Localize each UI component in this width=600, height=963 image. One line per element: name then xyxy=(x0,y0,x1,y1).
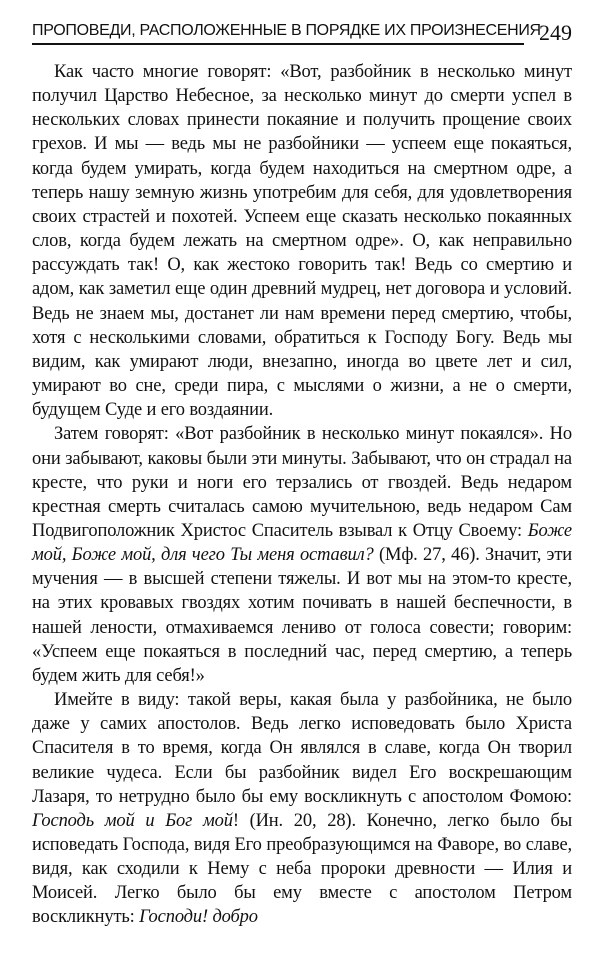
scripture-quote: Господи! добро xyxy=(139,907,258,928)
paragraph xyxy=(32,60,572,422)
running-header xyxy=(32,18,572,48)
paragraph xyxy=(32,688,572,930)
header-rule xyxy=(32,43,524,45)
text-run: ! (Ин. 20, 28). Конечно, легко было бы исповедать Господа, видя Его преобразующимся на Фаворе, во славе, видя, как сходили к Нему с неба пророки древности — Илия и Моисей. Легко было бы ему вместе с апостолом Петром воскликнуть: xyxy=(32,810,573,928)
body-text xyxy=(32,60,572,930)
text-run: (Мф. 27, 46). Значит, эти мучения — в высшей степени тяжелы. И вот мы на этом-то кресте, на этих кровавых гвоздях хотим почивать в нашей беспечности, в нашей лености, отмахиваемся лениво от голоса совести; говорим: «Успеем еще покаяться в последний час, перед смертию, а теперь будем жить для себя!» xyxy=(32,545,573,686)
paragraph xyxy=(32,422,572,688)
text-run: Имейте в виду: такой веры, какая была у разбойника, не было даже у самих апостолов. Ведь легко исповедовать было Христа Спасителя в то время, когда Он являлся в славе, когда Он творил великие чудеса. Если бы разбойник видел Его воскрешающим Лазаря, то нетрудно было бы ему воскликнуть с апостолом Фомою: xyxy=(32,690,572,807)
text-run: Как часто многие говорят: «Вот, разбойник в несколько минут получил Царство Небесное, за несколько минут до смерти успел в нескольких словах принести покаяние и получить прощение своих грехов. И мы — ведь мы не разбойники — успеем еще покаяться, когда будем умирать, когда будем находиться на смертном одре, а теперь нашу земную жизнь употребим для себя, для удовлетворения своих страстей и похотей. Успеем еще сказать несколько покаянных слов, когда будем лежать на смертном одре». О, как неправильно рассуждать так! О, как жестоко говорить так! Ведь со смертию и адом, как заметил еще один древний мудрец, нет договора и условий. Ведь не знаем мы, достанет ли нам времени перед смертию, чтобы, хотя с несколькими словами, обратиться к Господу Богу. Ведь мы видим, как умирают люди, внезапно, иногда во цвете лет и сил, умирают во сне, среди пира, с мыслями о жизни, а не о смерти, будущем Суде и его воздаянии. xyxy=(32,62,572,421)
scripture-quote: Господь мой и Бог мой xyxy=(32,810,233,831)
scripture-quote: Боже мой, Боже мой, для чего Ты меня оставил? xyxy=(32,520,572,566)
text-run: Затем говорят: «Вот разбойник в несколько минут покаялся». Но они забывают, каковы были эти минуты. Забывают, что он страдал на кресте, что руки и ноги его терзались от гвоздей. Ведь недаром крестная смерть считалась самою мучительною, ведь недаром Сам Подвигоположник Христос Спаситель взывал к Отцу Своему: xyxy=(32,424,572,541)
running-title: ПРОПОВЕДИ, РАСПОЛОЖЕННЫЕ В ПОРЯДКЕ ИХ ПРОИЗНЕСЕНИЯ xyxy=(32,22,541,39)
page-number: 249 xyxy=(539,20,572,45)
